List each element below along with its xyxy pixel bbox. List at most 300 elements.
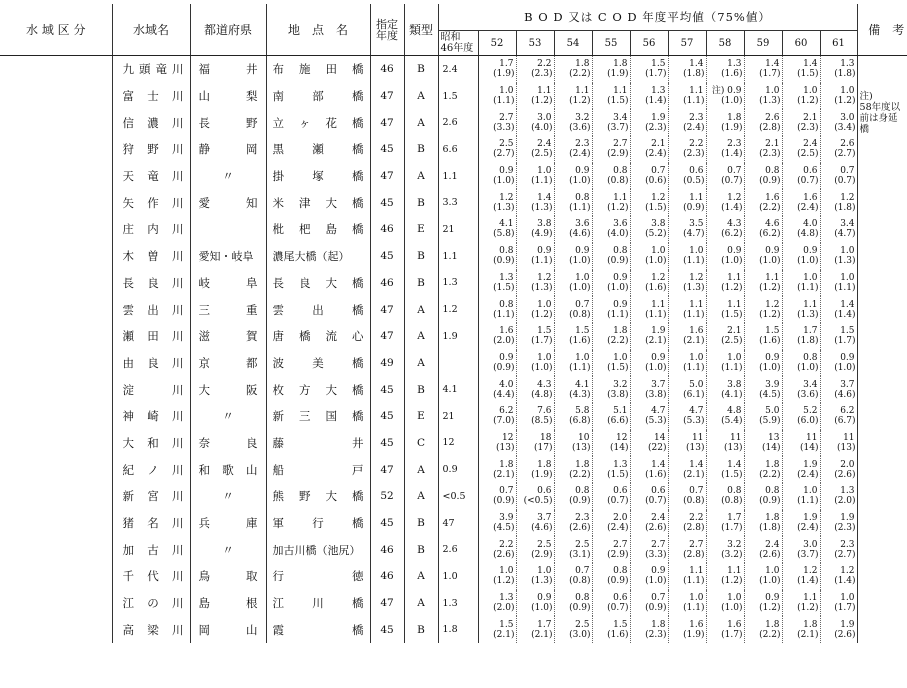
bod-mean: 1.0	[803, 86, 818, 97]
note-cell	[857, 83, 907, 136]
prefecture	[190, 403, 266, 430]
river-name: 神崎川	[112, 403, 190, 430]
site-name: 新三国橋	[266, 403, 370, 430]
bod-75pct: (1.0)	[645, 256, 667, 267]
bod-75pct: (14)	[800, 442, 819, 453]
bod-75pct: (1.0)	[721, 256, 743, 267]
bod-mean: 3.7	[651, 379, 666, 390]
header-bod-title: B O D 又は C O D 年度平均値（75%値）	[438, 4, 857, 31]
bod-mean: 3.0	[803, 539, 818, 550]
bod-75pct: (2.2)	[759, 629, 781, 640]
bod-value-60	[782, 536, 820, 563]
river-name: 九頭竜川	[112, 56, 190, 83]
bod-mean: 1.8	[727, 112, 742, 123]
bod-75pct: (2.6)	[759, 549, 781, 560]
bod-75pct: (1.3)	[683, 282, 705, 293]
bod-75pct: (2.6)	[493, 549, 515, 560]
bod-mean: 1.0	[689, 593, 704, 604]
bod-mean: 3.7	[840, 379, 855, 390]
bod-mean: 5.1	[613, 406, 628, 417]
bod-75pct: (0.7)	[607, 496, 629, 507]
bod-value-61	[820, 270, 857, 297]
bod-mean: 11	[843, 432, 855, 443]
bod-75pct: (4.4)	[493, 389, 515, 400]
bod-mean: 2.4	[765, 539, 780, 550]
bod-75pct: (2.8)	[683, 549, 705, 560]
bod-value-56	[630, 403, 668, 430]
bod-75pct: (1.3)	[531, 202, 553, 213]
bod-value-52	[478, 136, 516, 163]
bod-value-53	[516, 563, 554, 590]
bod-75pct: (1.2)	[531, 309, 553, 320]
bod-mean: 0.9	[575, 166, 590, 177]
bod-value-58	[706, 536, 744, 563]
table-row	[0, 536, 907, 563]
bod-mean: 11	[806, 432, 818, 443]
bod-value-60	[782, 109, 820, 136]
bod-value-61	[820, 350, 857, 377]
prefecture: 岡 山	[190, 616, 266, 643]
site-name: 江川橋	[266, 590, 370, 617]
bod-mean: 4.3	[727, 219, 742, 230]
bod-mean: 2.4	[537, 139, 552, 150]
bod-mean: 12	[502, 432, 514, 443]
header-year-59: 59	[744, 31, 782, 56]
bod-value-54	[554, 109, 592, 136]
river-name: 加古川	[112, 536, 190, 563]
bod-mean: 3.0	[537, 112, 552, 123]
header-prefecture: 都道府県	[190, 4, 266, 56]
bod-value-59	[744, 189, 782, 216]
bod-value-58	[706, 189, 744, 216]
bod-value-54	[554, 243, 592, 270]
bod-value-53	[516, 590, 554, 617]
bod-75pct: (1.2)	[607, 202, 629, 213]
bod-value-57	[668, 243, 706, 270]
bod-value-58	[706, 563, 744, 590]
bod-value-54	[554, 376, 592, 403]
bod-mean: 5.0	[765, 406, 780, 417]
bod-mean: 3.8	[727, 379, 742, 390]
bod-value-55	[592, 243, 630, 270]
note-cell	[857, 616, 907, 643]
bod-value-55	[592, 430, 630, 457]
bod-mean: 4.3	[537, 379, 552, 390]
bod-mean: 1.9	[803, 513, 818, 524]
bod-mean: 5.2	[803, 406, 818, 417]
bod-mean: 1.6	[727, 619, 742, 630]
bod-value-56	[630, 456, 668, 483]
bod-mean: 3.7	[537, 513, 552, 524]
showa46-value: 6.6	[438, 136, 478, 163]
bod-75pct: (13)	[496, 442, 515, 453]
class-type: A	[404, 563, 438, 590]
table-row	[0, 216, 907, 243]
showa46-value: 1.5	[438, 83, 478, 110]
bod-75pct: (6.6)	[607, 416, 629, 427]
bod-mean: 3.2	[575, 112, 590, 123]
bod-75pct: (1.1)	[683, 576, 705, 587]
class-type: A	[404, 456, 438, 483]
note-cell	[857, 350, 907, 377]
bod-mean: 1.4	[727, 459, 742, 470]
class-type: B	[404, 243, 438, 270]
bod-75pct: (1.0)	[721, 603, 743, 614]
bod-75pct: (1.7)	[721, 629, 743, 640]
bod-mean: 2.4	[803, 139, 818, 150]
showa46-value: 12	[438, 430, 478, 457]
class-type: A	[404, 590, 438, 617]
bod-75pct: (1.0)	[797, 362, 819, 373]
bod-value-54	[554, 216, 592, 243]
bod-value-61	[820, 536, 857, 563]
bod-75pct: (0.8)	[569, 576, 591, 587]
bod-75pct: (4.7)	[683, 229, 705, 240]
bod-75pct: (0.9)	[569, 496, 591, 507]
bod-75pct: (1.5)	[721, 469, 743, 480]
bod-mean: 4.7	[689, 406, 704, 417]
table-row	[0, 109, 907, 136]
river-name: 庄内川	[112, 216, 190, 243]
bod-75pct: (1.2)	[759, 282, 781, 293]
bod-value-60	[782, 510, 820, 537]
bod-75pct: (<0.5)	[523, 496, 553, 507]
bod-mean: 13	[768, 432, 780, 443]
bod-value-56	[630, 163, 668, 190]
class-type: A	[404, 163, 438, 190]
bod-mean: 1.0	[499, 86, 514, 97]
showa46-value: 1.3	[438, 590, 478, 617]
bod-mean: 1.0	[803, 486, 818, 497]
bod-75pct: (2.0)	[493, 603, 515, 614]
river-name: 高梁川	[112, 616, 190, 643]
site-name: 行徳	[266, 563, 370, 590]
bod-mean: 1.5	[537, 326, 552, 337]
bod-75pct: (0.7)	[834, 176, 856, 187]
bod-75pct: (4.7)	[834, 229, 856, 240]
bod-value-56	[630, 590, 668, 617]
bod-75pct: (1.2)	[759, 603, 781, 614]
bod-75pct: (2.7)	[493, 149, 515, 160]
bod-75pct: (0.8)	[683, 496, 705, 507]
bod-value-52	[478, 510, 516, 537]
note-cell	[857, 216, 907, 243]
note-cell	[857, 270, 907, 297]
site-name: 布施田橋	[266, 56, 370, 83]
bod-value-58	[706, 56, 744, 83]
bod-75pct: (1.6)	[721, 69, 743, 80]
bod-value-56	[630, 323, 668, 350]
table-row	[0, 510, 907, 537]
bod-value-59	[744, 323, 782, 350]
note-cell	[857, 536, 907, 563]
header-year-52: 52	[478, 31, 516, 56]
bod-value-55	[592, 163, 630, 190]
bod-mean: 4.0	[803, 219, 818, 230]
bod-75pct: (0.8)	[569, 309, 591, 320]
bod-mean: 0.6	[613, 486, 628, 497]
bod-mean: 2.2	[537, 59, 552, 70]
bod-value-55	[592, 136, 630, 163]
bod-75pct: (1.3)	[531, 282, 553, 293]
bod-value-53	[516, 136, 554, 163]
bod-75pct: (0.9)	[493, 496, 515, 507]
bod-75pct: (2.1)	[493, 629, 515, 640]
bod-value-56	[630, 243, 668, 270]
bod-75pct: (4.5)	[759, 389, 781, 400]
bod-75pct: (2.1)	[531, 629, 553, 640]
bod-75pct: (2.0)	[834, 496, 856, 507]
bod-75pct: (1.1)	[834, 282, 856, 293]
bod-75pct: (0.9)	[493, 256, 515, 267]
prefecture	[190, 163, 266, 190]
bod-mean: 0.8	[613, 566, 628, 577]
bod-75pct: (1.9)	[607, 69, 629, 80]
bod-75pct: (3.0)	[569, 629, 591, 640]
bod-value-60	[782, 270, 820, 297]
bod-75pct: (0.6)	[645, 176, 667, 187]
bod-value-54	[554, 83, 592, 110]
bod-value-53	[516, 189, 554, 216]
bod-value-60	[782, 563, 820, 590]
bod-mean: 1.2	[651, 192, 666, 203]
note-cell	[857, 430, 907, 457]
bod-mean: 2.6	[765, 112, 780, 123]
header-year-57: 57	[668, 31, 706, 56]
showa46-value: 0.9	[438, 456, 478, 483]
bod-value-52	[478, 456, 516, 483]
bod-mean: 2.4	[651, 513, 666, 524]
bod-75pct: (2.2)	[759, 202, 781, 213]
bod-75pct: (2.4)	[645, 149, 667, 160]
bod-mean: 1.2	[840, 192, 855, 203]
table-row	[0, 430, 907, 457]
bod-75pct: (7.0)	[493, 416, 515, 427]
bod-mean: 0.8	[727, 486, 742, 497]
bod-value-57	[668, 350, 706, 377]
bod-75pct: (1.9)	[683, 629, 705, 640]
bod-value-53	[516, 616, 554, 643]
site-name: 霞橋	[266, 616, 370, 643]
bod-75pct: (1.9)	[531, 469, 553, 480]
bod-value-60	[782, 83, 820, 110]
header-year-60: 60	[782, 31, 820, 56]
bod-mean: 2.6	[840, 139, 855, 150]
bod-mean: 10	[578, 432, 590, 443]
bod-75pct: (4.1)	[721, 389, 743, 400]
showa46-value: <0.5	[438, 483, 478, 510]
bod-mean: 3.9	[499, 513, 514, 524]
bod-mean: 1.0	[840, 272, 855, 283]
bod-value-52	[478, 189, 516, 216]
bod-75pct: (0.9)	[607, 256, 629, 267]
bod-75pct: (1.3)	[531, 576, 553, 587]
bod-value-58	[706, 456, 744, 483]
bod-mean: 1.4	[689, 459, 704, 470]
bod-value-55	[592, 376, 630, 403]
bod-75pct: (1.2)	[721, 576, 743, 587]
prefecture: 福 井	[190, 56, 266, 83]
site-name: 軍行橋	[266, 510, 370, 537]
bod-value-58	[706, 243, 744, 270]
note-line: 注)	[859, 90, 873, 102]
bod-75pct: (1.7)	[531, 336, 553, 347]
note-cell	[857, 483, 907, 510]
designation-year: 47	[370, 590, 404, 617]
bod-75pct: (2.7)	[834, 549, 856, 560]
bod-value-56	[630, 136, 668, 163]
bod-mean: 1.1	[575, 86, 590, 97]
bod-mean: 0.6	[803, 166, 818, 177]
bod-value-57	[668, 270, 706, 297]
bod-75pct: (13)	[686, 442, 705, 453]
bod-mean: 0.8	[803, 352, 818, 363]
bod-75pct: (2.3)	[531, 69, 553, 80]
bod-75pct: (1.8)	[834, 69, 856, 80]
bod-value-52	[478, 483, 516, 510]
class-type: B	[404, 136, 438, 163]
ditto-mark: 〃	[222, 542, 234, 557]
bod-value-59	[744, 510, 782, 537]
bod-value-58	[706, 403, 744, 430]
bod-75pct: (1.9)	[493, 69, 515, 80]
bod-value-58	[706, 83, 744, 110]
bod-mean: 3.8	[651, 219, 666, 230]
bod-mean: 1.6	[689, 326, 704, 337]
bod-value-54	[554, 616, 592, 643]
bod-mean: 1.3	[499, 272, 514, 283]
bod-mean: 4.8	[727, 406, 742, 417]
class-type: B	[404, 376, 438, 403]
bod-value-54	[554, 536, 592, 563]
bod-75pct: (4.8)	[797, 229, 819, 240]
bod-75pct: (0.9)	[569, 603, 591, 614]
prefecture: 奈 良	[190, 430, 266, 457]
bod-75pct: (1.4)	[645, 96, 667, 107]
designation-year: 45	[370, 136, 404, 163]
designation-year: 45	[370, 510, 404, 537]
site-name: 長良大橋	[266, 270, 370, 297]
bod-75pct: (0.9)	[493, 362, 515, 373]
bod-mean: 14	[654, 432, 666, 443]
header-site: 地 点 名	[266, 4, 370, 56]
bod-mean: 0.9	[537, 246, 552, 257]
bod-75pct: (5.4)	[721, 416, 743, 427]
bod-value-56	[630, 430, 668, 457]
prefecture: 島 根	[190, 590, 266, 617]
bod-mean: 2.5	[575, 539, 590, 550]
bod-mean: 1.0	[575, 272, 590, 283]
bod-mean: 1.6	[765, 192, 780, 203]
note-line: 前は身延	[859, 112, 898, 124]
bod-mean: 1.8	[537, 459, 552, 470]
bod-mean: 3.6	[613, 219, 628, 230]
bod-value-55	[592, 296, 630, 323]
bod-mean: 2.0	[840, 459, 855, 470]
showa46-value: 2.6	[438, 109, 478, 136]
table-row	[0, 563, 907, 590]
bod-mean: 6.2	[499, 406, 514, 417]
bod-mean: 2.2	[689, 513, 704, 524]
header-year-58: 58	[706, 31, 744, 56]
bod-value-56	[630, 536, 668, 563]
bod-75pct: (1.2)	[797, 603, 819, 614]
bod-75pct: (2.1)	[645, 336, 667, 347]
bod-75pct: (3.6)	[797, 389, 819, 400]
bod-75pct: (1.1)	[531, 176, 553, 187]
showa46-value: 1.9	[438, 323, 478, 350]
bod-value-57	[668, 403, 706, 430]
prefecture: 滋 賀	[190, 323, 266, 350]
bod-value-53	[516, 430, 554, 457]
ditto-mark: 〃	[222, 169, 234, 184]
bod-mean: 1.6	[499, 326, 514, 337]
bod-75pct: (1.8)	[797, 336, 819, 347]
bod-mean: 0.9	[499, 166, 514, 177]
bod-mean: 1.0	[840, 246, 855, 257]
prefecture: 愛知・岐阜	[190, 243, 266, 270]
bod-75pct: (13)	[572, 442, 591, 453]
bod-75pct: (2.1)	[797, 629, 819, 640]
bod-75pct: (2.6)	[834, 629, 856, 640]
bod-75pct: (1.5)	[607, 362, 629, 373]
showa46-value: 1.0	[438, 563, 478, 590]
bod-mean: 0.8	[613, 166, 628, 177]
designation-year: 46	[370, 563, 404, 590]
bod-value-60	[782, 216, 820, 243]
bod-mean: 1.8	[803, 619, 818, 630]
bod-75pct: (1.6)	[569, 336, 591, 347]
bod-value-54	[554, 270, 592, 297]
bod-value-59	[744, 136, 782, 163]
river-name: 江の川	[112, 590, 190, 617]
bod-mean: 1.3	[651, 86, 666, 97]
prefecture: 和歌山	[190, 456, 266, 483]
bod-value-53	[516, 109, 554, 136]
header-showa46	[438, 31, 478, 56]
bod-mean: 1.8	[575, 459, 590, 470]
designation-year: 49	[370, 350, 404, 377]
bod-75pct: (2.1)	[683, 469, 705, 480]
bod-mean: 5.0	[689, 379, 704, 390]
bod-value-57	[668, 483, 706, 510]
bod-75pct: (0.9)	[759, 496, 781, 507]
bod-75pct: (1.4)	[834, 576, 856, 587]
note-cell	[857, 510, 907, 537]
bod-mean: 2.5	[537, 539, 552, 550]
bod-value-61	[820, 403, 857, 430]
bod-mean: 3.4	[803, 379, 818, 390]
bod-75pct: (2.4)	[683, 122, 705, 133]
bod-mean: 1.8	[765, 513, 780, 524]
bod-mean: 1.3	[840, 59, 855, 70]
note-cell	[857, 590, 907, 617]
bod-value-61	[820, 216, 857, 243]
bod-value-59	[744, 163, 782, 190]
bod-value-61	[820, 430, 857, 457]
bod-mean: 0.6	[689, 166, 704, 177]
bod-value-60	[782, 590, 820, 617]
bod-value-57	[668, 296, 706, 323]
bod-value-56	[630, 189, 668, 216]
bod-mean: 6.2	[840, 406, 855, 417]
bod-75pct: (2.3)	[683, 149, 705, 160]
bod-75pct: (0.7)	[721, 176, 743, 187]
designation-year: 45	[370, 243, 404, 270]
bod-value-57	[668, 163, 706, 190]
bod-value-59	[744, 350, 782, 377]
bod-value-61	[820, 296, 857, 323]
